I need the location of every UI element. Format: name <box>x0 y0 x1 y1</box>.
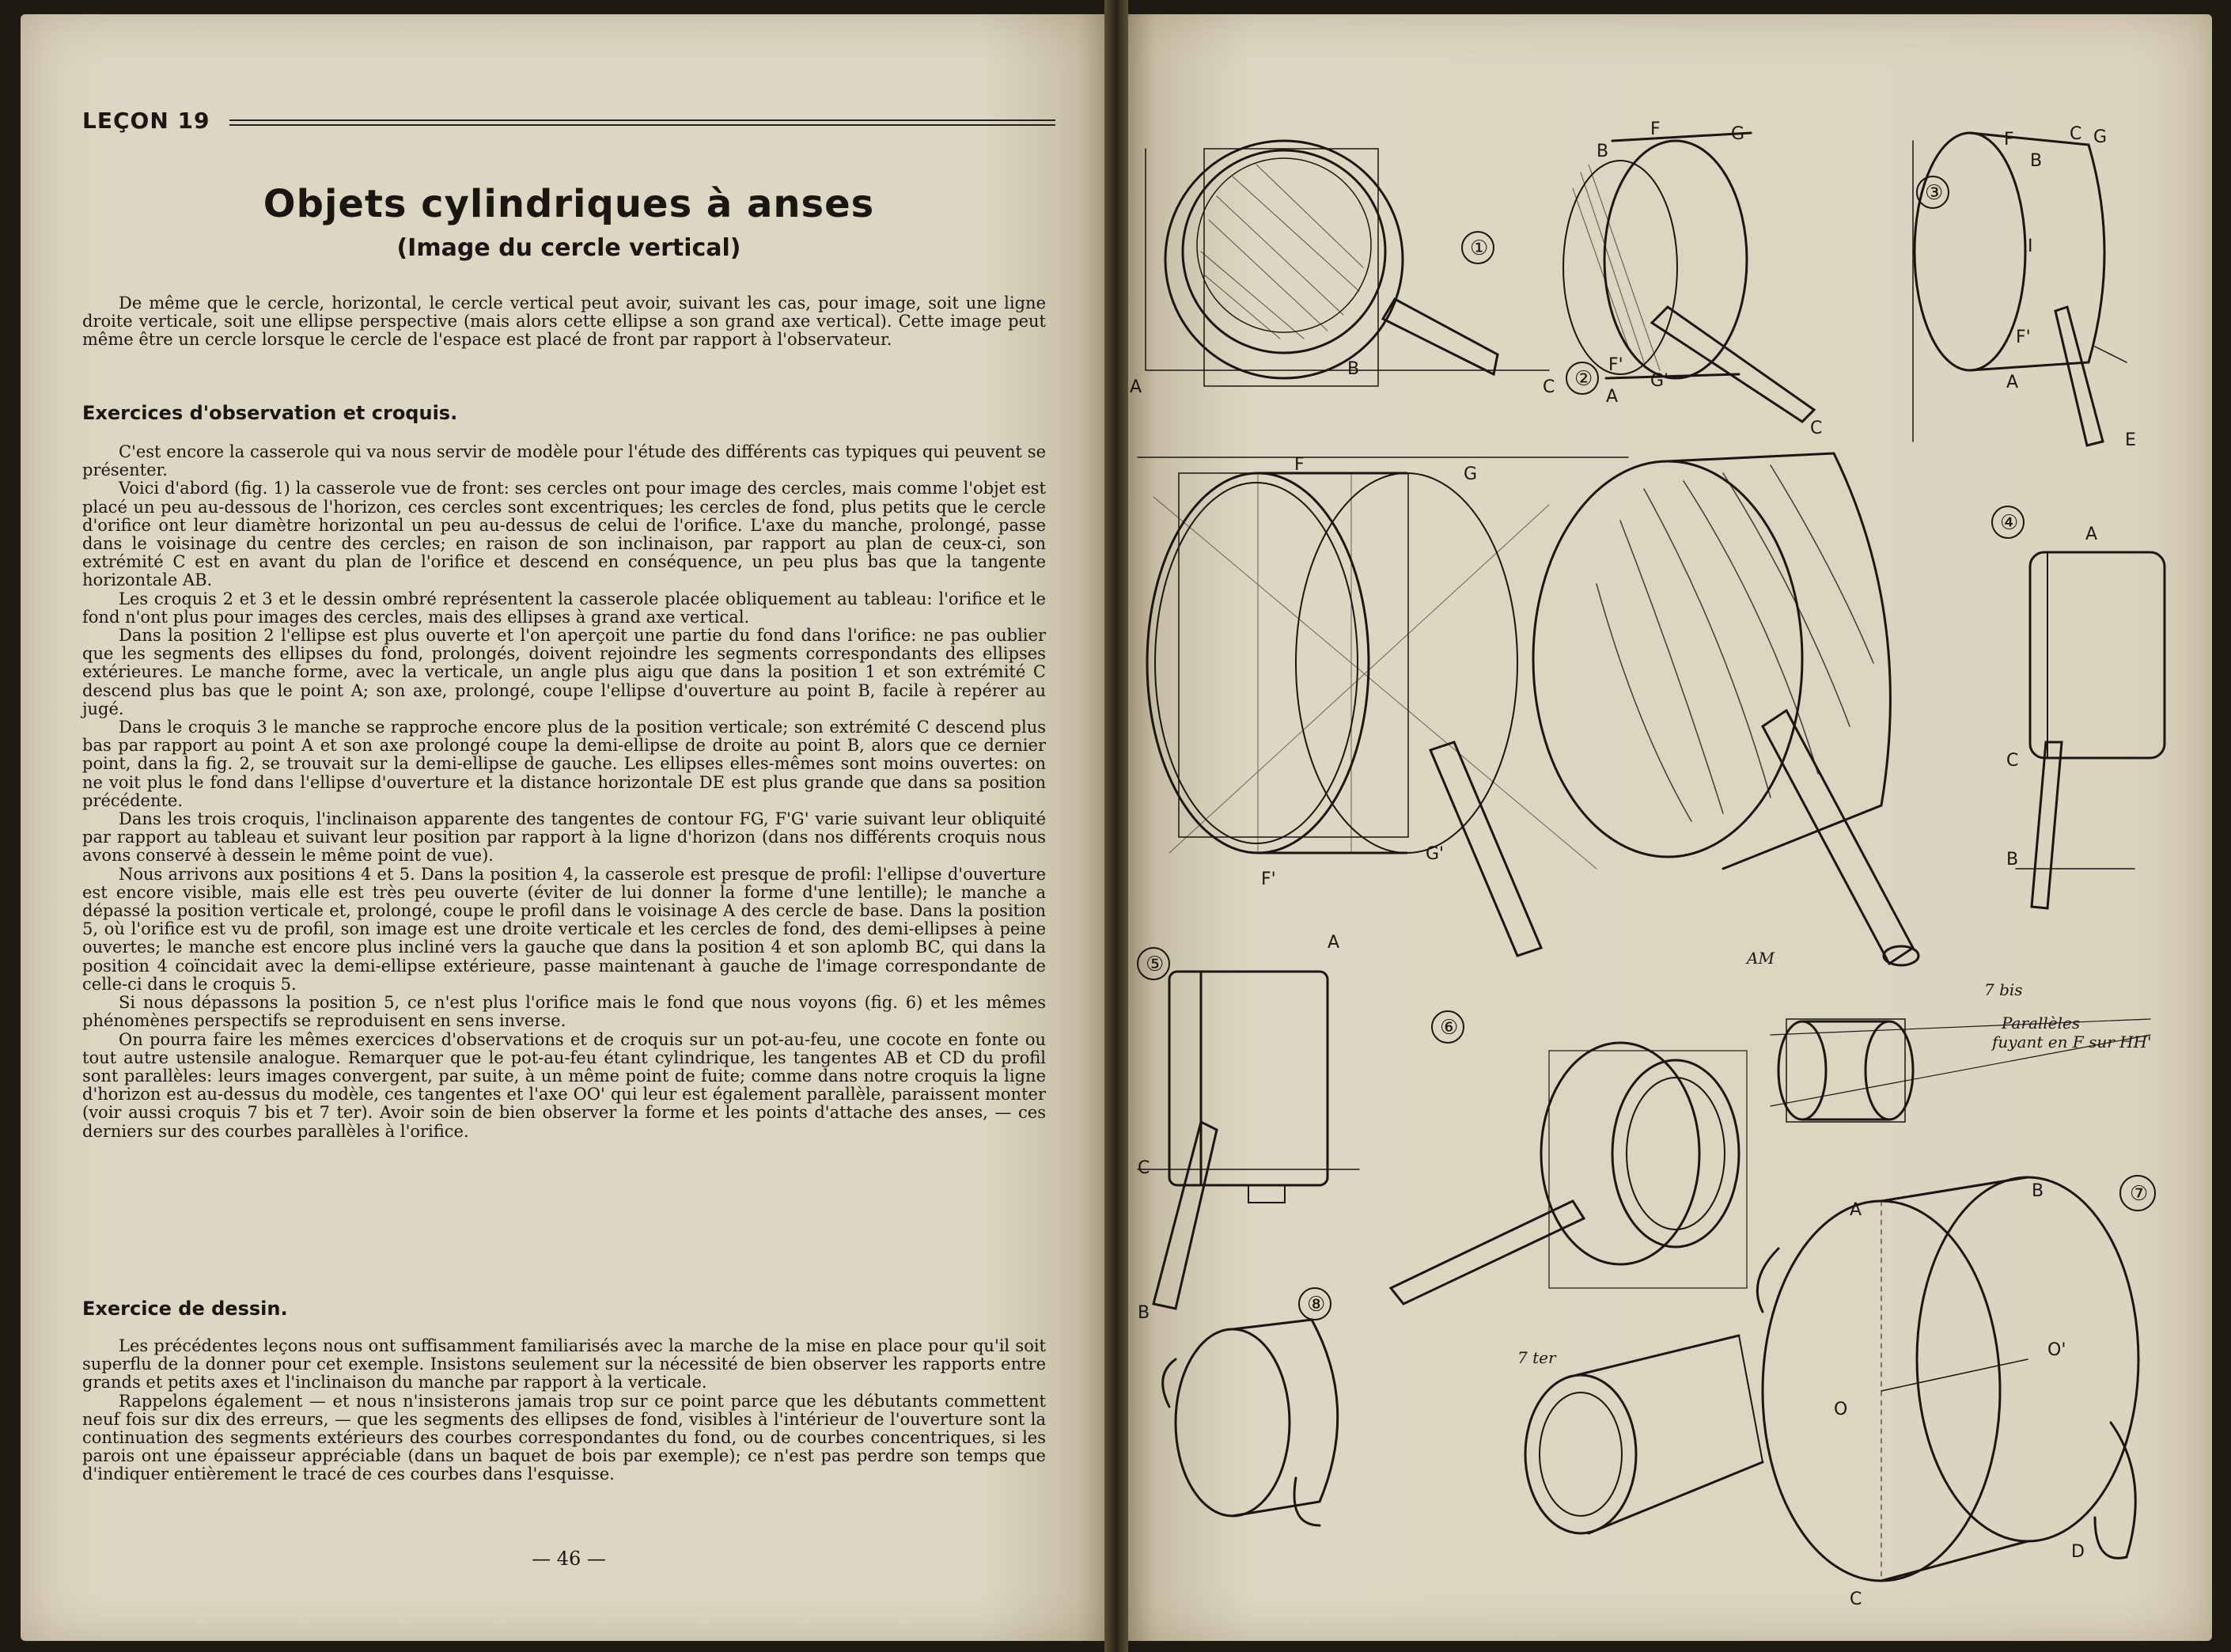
svg-text:A: A <box>1130 377 1142 397</box>
page-subtitle: (Image du cercle vertical) <box>396 234 741 262</box>
signature: AM <box>1747 949 1775 968</box>
figure-7-pot <box>1757 1177 2138 1581</box>
figure-7ter-cylinder <box>1525 1336 1763 1533</box>
intro-paragraph <box>82 294 1046 350</box>
svg-text:A: A <box>1850 1200 1862 1220</box>
svg-text:B: B <box>1347 359 1360 379</box>
figure-label: ① <box>1470 237 1489 260</box>
svg-text:A: A <box>1606 387 1619 407</box>
svg-text:A: A <box>2006 373 2019 392</box>
svg-text:A: A <box>1328 933 1340 953</box>
paragraph: Les croquis 2 et 3 et le dessin ombré représentent la casserole placée obliquement au tableau: l'orifice et le fond n'ont plus pour images des cercles, mais des ellipses à grand axe vertical. <box>82 589 1046 627</box>
note-7ter: 7 ter <box>1517 1348 1556 1367</box>
figure-label: ⑧ <box>1307 1293 1326 1317</box>
figure-label: ② <box>1574 367 1593 391</box>
svg-text:G': G' <box>1426 844 1445 864</box>
figure-label: ③ <box>1925 181 1944 205</box>
svg-text:G: G <box>1731 124 1745 144</box>
figure-3-pan-oblique <box>1913 133 2127 445</box>
page-title: Objets cylindriques à anses <box>263 182 875 226</box>
svg-text:F': F' <box>2016 328 2031 347</box>
lesson-header <box>82 108 1055 139</box>
svg-text:O': O' <box>2047 1340 2066 1360</box>
section-heading-drawing: Exercice de dessin. <box>82 1298 288 1320</box>
svg-text:B: B <box>2030 151 2043 171</box>
paragraph: Dans le croquis 3 le manche se rapproche encore plus de la position verticale; son extrémité C descend plus bas par rapport au point A et son axe prolongé coupe la demi-ellipse de droite au point B, alors que ce dernier point, dans la fig. 2, se trouvait sur la demi-ellipse de gauche. Les ellipses elles-mêmes sont moins ouvertes: on ne voit plus le fond dans l'ellipse d'ouverture et la distance horizontale DE est plus grande que dans sa position précédente. <box>82 718 1046 810</box>
svg-text:C: C <box>1543 377 1555 397</box>
figure-label: ④ <box>2000 511 2019 535</box>
paragraph: Dans les trois croquis, l'inclinaison apparente des tangentes de contour FG, F'G' varie suivant leur obliquité par rapport au tableau et suivant leur position par rapport à la ligne d'horizon (dans nos différents croquis nous avons conservé à dessein le même point de vue). <box>82 809 1046 866</box>
svg-text:D: D <box>2071 1542 2085 1562</box>
figure-8-casserole-handles <box>1163 1320 1338 1525</box>
figure-6-pan-bottom <box>1391 1043 1747 1304</box>
figure-1-number <box>1462 232 1494 263</box>
svg-text:C: C <box>2006 751 2019 771</box>
svg-text:B: B <box>1138 1303 1150 1323</box>
svg-text:G: G <box>1464 464 1478 484</box>
lesson-number: LEÇON 19 <box>82 108 210 134</box>
paragraph: Dans la position 2 l'ellipse est plus ouverte et l'on aperçoit une partie du fond dans l'orifice: ne pas oublier que les segments des ellipses du fond, prolongés, doivent rejoindre les segments correspondants des ellipses extérieures. Le manche forme, avec la verticale, un angle plus aigu que dans la position 1 et son extrémité C descend plus bas que le point A; son axe, prolongé, coupe l'ellipse d'ouverture au point B, facile à repérer au jugé. <box>82 626 1046 718</box>
note-fuyant: fuyant en F sur HH' <box>1992 1032 2152 1051</box>
figure-label: ⑥ <box>1440 1016 1459 1040</box>
figure-label: ⑦ <box>2130 1182 2149 1206</box>
svg-text:F': F' <box>1608 355 1623 375</box>
paragraph: Voici d'abord (fig. 1) la casserole vue de front: ses cercles ont pour image des cercles, mais comme l'objet est placé un peu au-dessous de l'horizon, ces cercles sont excentriques; les cercles de fond, plus petits que le cercle d'orifice ont leur diamètre horizontal un peu au-dessus de celui de l'orifice. L'axe du manche, prolongé, passe dans le voisinage du centre des cercles; en raison de son inclinaison, par rapport au plan de ceux-ci, son extrémité C est en avant du plan de l'orifice et descend en conséquence, un peu plus bas que la tangente horizontale AB. <box>82 479 1046 590</box>
svg-text:C: C <box>1850 1589 1862 1609</box>
figure-construction-large <box>1138 457 1628 956</box>
section-heading-observation: Exercices d'observation et croquis. <box>82 402 458 424</box>
figure-2-pan-oblique <box>1563 133 1814 422</box>
figure-5-pan-side <box>1138 972 1359 1309</box>
figure-shaded-pan <box>1533 453 1919 965</box>
note-7bis: 7 bis <box>1984 980 2023 999</box>
observation-text <box>82 443 1046 1141</box>
paragraph: Nous arrivons aux positions 4 et 5. Dans la position 4, la casserole est presque de profil: l'ellipse d'ouverture est encore visible, mais elle est très peu ouverte (éviter de lui donner la forme d'une lentille); le manche a dépassé la position verticale et, prolongé, coupe le profil dans le voisinage A des cercle de base. Dans la position 5, où l'orifice est vu de profil, son image est une droite verticale et les cercles de fond, des demi-ellipses à peine ouvertes; le manche est encore plus incliné vers la gauche que dans la position 4 et son aplomb BC, qui dans la position 4 coïncidait avec la demi-ellipse extérieure, passe maintenant à gauche de l'image correspondante de celle-ci dans le croquis 5. <box>82 864 1046 994</box>
svg-text:B: B <box>2032 1181 2044 1201</box>
svg-text:O: O <box>1834 1400 1848 1419</box>
svg-text:C: C <box>1810 419 1823 438</box>
figure-1-pan-front <box>1146 141 1549 386</box>
svg-text:E: E <box>2125 430 2136 450</box>
figures-area <box>1122 14 2212 1641</box>
svg-text:G: G <box>2093 127 2108 147</box>
header-rule <box>229 119 1055 121</box>
svg-text:A: A <box>2085 525 2098 544</box>
note-paralleles: Parallèles <box>2002 1014 2081 1032</box>
page-number: — 46 — <box>532 1548 606 1570</box>
svg-text:C: C <box>1138 1158 1150 1178</box>
paragraph: C'est encore la casserole qui va nous servir de modèle pour l'étude des différents cas typiques qui peuvent se présenter. <box>82 442 1046 480</box>
svg-text:F: F <box>1650 119 1661 139</box>
figure-4-pan-profile <box>2016 552 2165 908</box>
drawing-text <box>82 1337 1046 1484</box>
svg-text:F: F <box>2004 130 2014 150</box>
paragraph: Rappelons également — et nous n'insisterons jamais trop sur ce point parce que les débutants commettent neuf fois sur dix des erreurs, — que les segments des ellipses de fond, visibles à l'intérieur de l'ouverture sont la continuation des segments extérieurs des courbes correspondantes du fond, ou de courbes concentriques, si les parois ont une épaisseur appréciable (dans un baquet de bois par exemple); ce n'est pas perdre son temps que d'indiquer entièrement le tracé de ces courbes dans l'esquisse. <box>82 1391 1046 1484</box>
svg-text:G': G' <box>1650 371 1669 391</box>
figure-label: ⑤ <box>1146 953 1165 976</box>
intro-text: De même que le cercle, horizontal, le cercle vertical peut avoir, suivant les cas, pour image, soit une ligne droite verticale, soit une ellipse perspective (mais alors cette ellipse a son grand axe vertical). Cette image peut même être un cercle lorsque le cercle de l'espace est placé de front par rapport à l'observateur. <box>82 294 1046 350</box>
svg-text:B: B <box>2006 850 2019 870</box>
paragraph: Si nous dépassons la position 5, ce n'est plus l'orifice mais le fond que nous voyons (fig. 6) et les mêmes phénomènes perspectifs se reproduisent en sens inverse. <box>82 993 1046 1031</box>
svg-text:F': F' <box>1261 870 1276 889</box>
svg-text:F: F <box>1294 455 1305 475</box>
paragraph: Les précédentes leçons nous ont suffisamment familiarisés avec la marche de la mise en place pour qu'il soit superflu de la donner pour cet exemple. Insistons seulement sur la nécessité de bien observer les rapports entre grands et petits axes et l'inclinaison du manche par rapport à la verticale. <box>82 1336 1046 1392</box>
svg-text:C: C <box>2070 124 2082 144</box>
svg-text:I: I <box>2028 237 2033 256</box>
svg-text:B: B <box>1597 142 1609 161</box>
paragraph: On pourra faire les mêmes exercices d'observations et de croquis sur un pot-au-feu, une cocote en fonte ou tout autre ustensile analogue. Remarquer que le pot-au-feu étant cylindrique, les tangentes AB et CD du profil sont parallèles: leurs images convergent, par suite, à un même point de fuite; comme dans notre croquis la ligne d'horizon est au-dessus du modèle, ces tangentes et l'axe OO' qui leur est également parallèle, paraissent monter (voir aussi croquis 7 bis et 7 ter). Avoir soin de bien observer la forme et les points d'attache des anses, — ces derniers sur des courbes parallèles à l'orifice. <box>82 1029 1046 1141</box>
